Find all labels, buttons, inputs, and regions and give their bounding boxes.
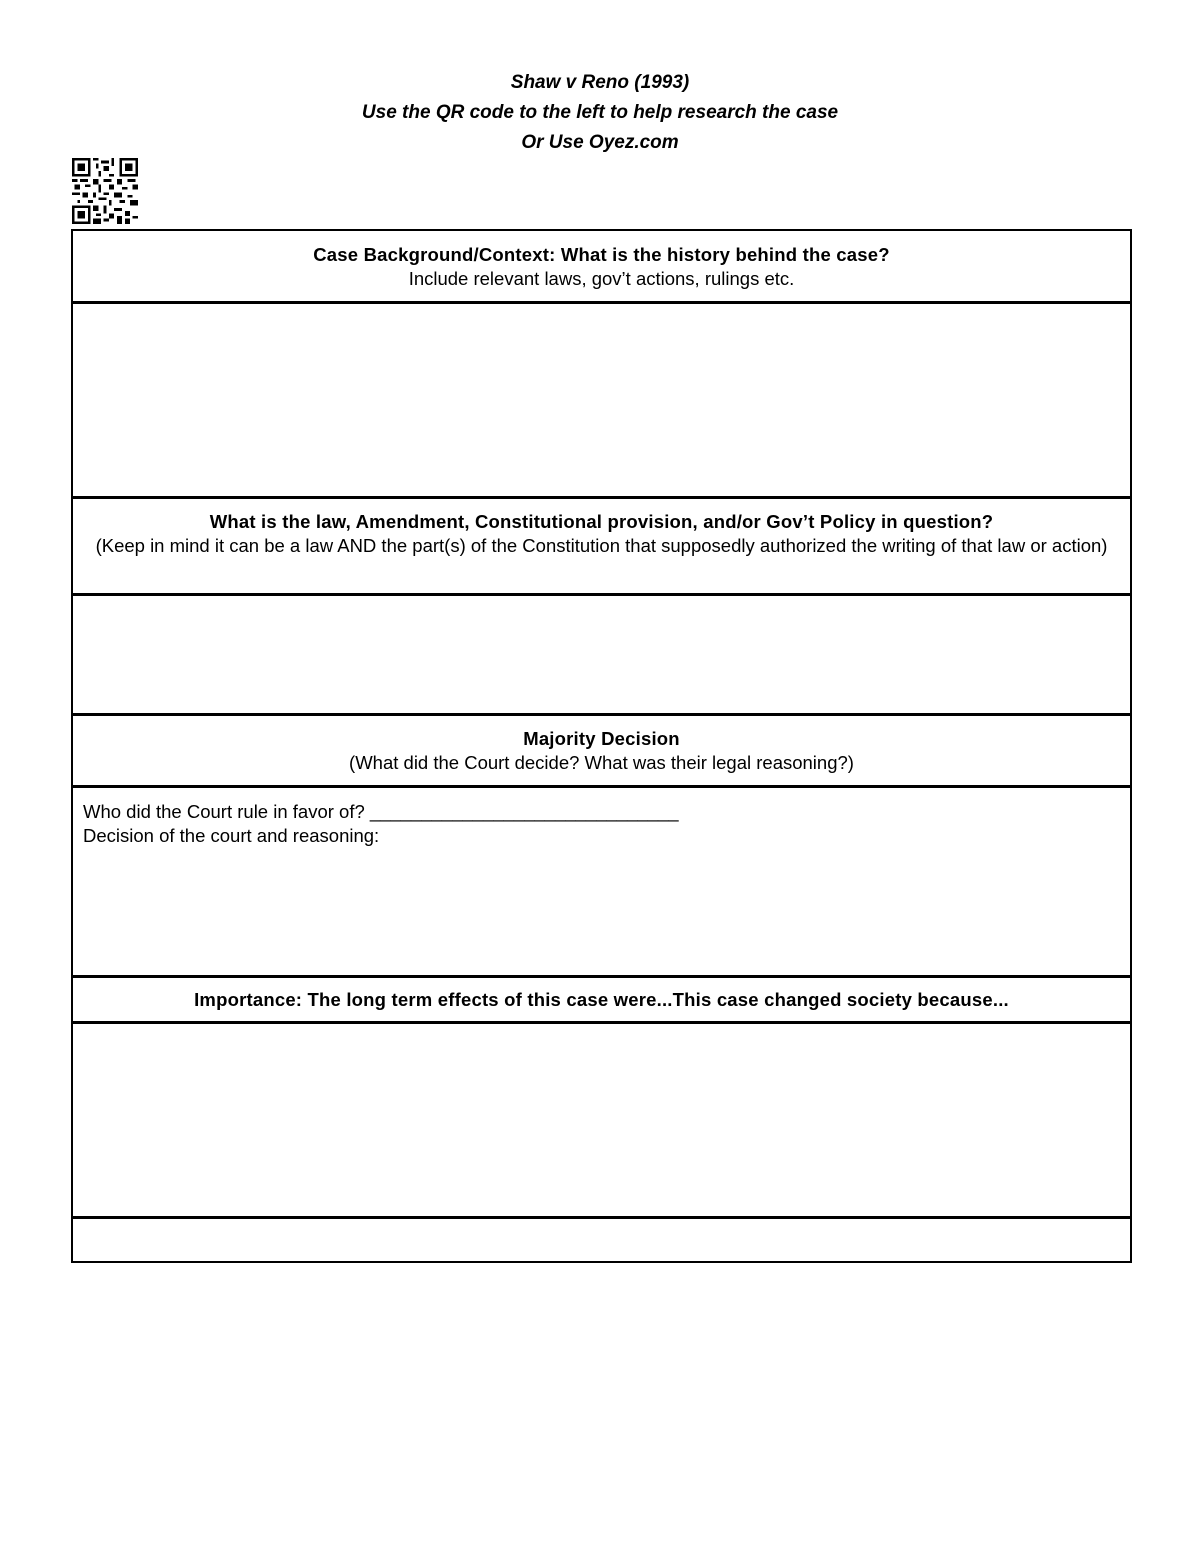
case-worksheet-table [71, 229, 1132, 1263]
case-title: Shaw v Reno (1993) [510, 72, 690, 93]
law-subtitle: (Keep in mind it can be a law AND the part(s) of the Constitution that supposedly authorized the writing of that law or action) [95, 535, 1108, 556]
extra-notes-box[interactable] [73, 1219, 1130, 1261]
background-header [73, 231, 1130, 304]
decision-reasoning-prompt: Decision of the court and reasoning: [83, 825, 380, 846]
majority-subtitle: (What did the Court decide? What was their legal reasoning?) [349, 752, 854, 773]
oyez-instruction: Or Use Oyez.com [521, 132, 679, 153]
background-answer-box[interactable] [73, 304, 1130, 499]
qr-code-icon [72, 158, 138, 224]
importance-answer-box[interactable] [73, 1024, 1130, 1219]
importance-header [73, 978, 1130, 1024]
background-subtitle: Include relevant laws, gov’t actions, rulings etc. [408, 268, 795, 289]
worksheet-header [0, 68, 1200, 158]
majority-answer-box[interactable] [73, 788, 1130, 978]
qr-instruction: Use the QR code to the left to help research the case [361, 102, 839, 123]
importance-title: Importance: The long term effects of this case were...This case changed society because... [194, 989, 1009, 1010]
law-answer-box[interactable] [73, 596, 1130, 716]
ruled-in-favor-prompt: Who did the Court rule in favor of? ______________________________ [83, 801, 679, 822]
law-header [73, 499, 1130, 596]
background-title: Case Background/Context: What is the history behind the case? [313, 244, 890, 265]
majority-header [73, 716, 1130, 788]
majority-title: Majority Decision [523, 728, 680, 749]
law-title: What is the law, Amendment, Constitutional provision, and/or Gov’t Policy in question? [209, 511, 994, 532]
